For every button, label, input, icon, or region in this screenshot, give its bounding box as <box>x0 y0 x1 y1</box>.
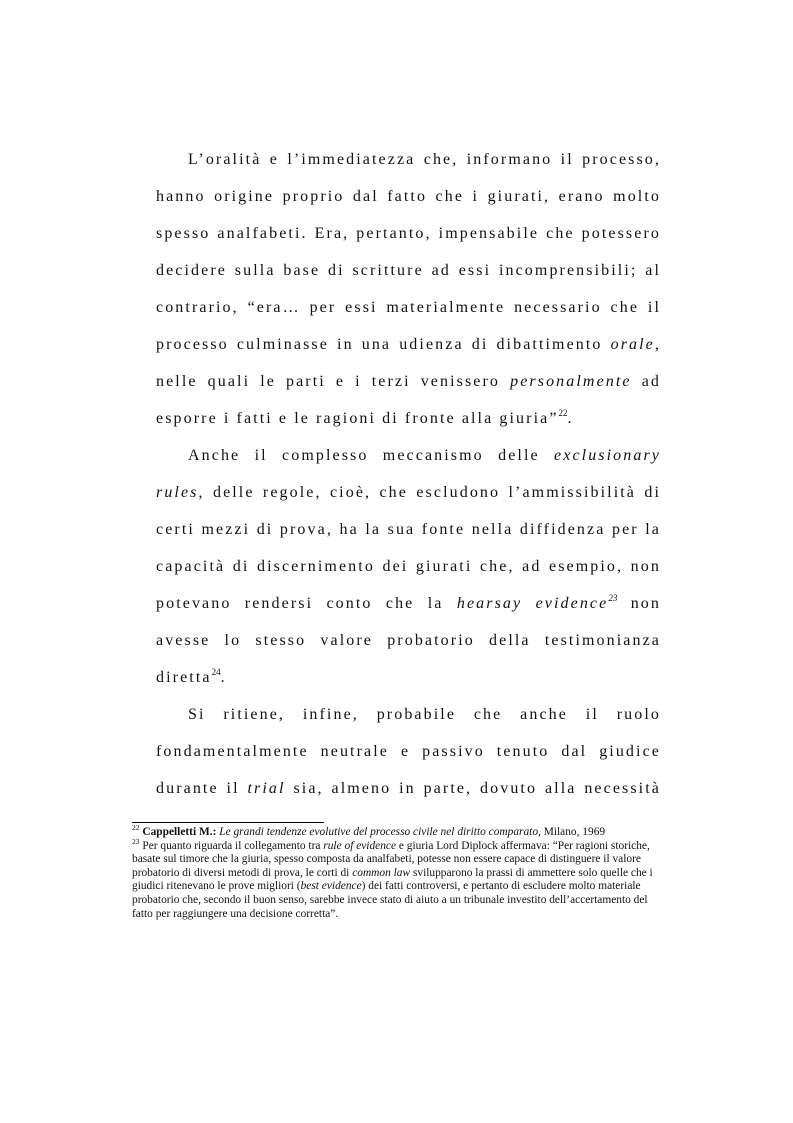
footnote-ref-24[interactable]: 24 <box>211 667 221 677</box>
body-text <box>156 141 661 807</box>
text-line: diretta$^{24}$. <box>156 667 227 686</box>
text-line: Si ritiene, infine, probabile che anche il ruolo <box>188 706 661 723</box>
footnotes <box>132 823 662 921</box>
text-line: spesso analfabeti. Era, pertanto, impensabile che potessero <box>156 225 661 242</box>
text-line: contrario, “era… per essi materialmente necessario che il <box>156 299 661 316</box>
footnote-ref-23[interactable]: 23 <box>608 593 618 603</box>
text-line: L’oralità e l’immediatezza che, informano il processo, <box>188 151 661 168</box>
footnote-ref-22[interactable]: 22 <box>558 408 568 418</box>
text-line: nelle quali le parti e i terzi venissero personalmente ad <box>156 373 661 390</box>
text-line: Anche il complesso meccanismo delle exclusionary <box>188 447 661 464</box>
text-line: processo culminasse in una udienza di dibattimento orale, <box>156 336 661 353</box>
footnote-23: $^{23}$ Per quanto riguarda il collegamento tra rule of evidence e giuria Lord Diplock affermava: “Per ragioni storiche, basate sul timore che la giuria, spesso composta da analfabeti, potesse non essere capace di distinguere il valore probatorio di diversi metodi di prova, le corti di common law svilupparono la prassi di ammettere solo quelle che i giudici ritenevano le prove migliori (best evidence) dei fatti controversi, e pertanto di escludere molto materiale probatorio che, secondo il buon senso, sarebbe invece stato di aiuto a un tribunale investito dell’accertamento del fatto per raggiungere una decisione corretta”. <box>132 836 653 920</box>
text-line: certi mezzi di prova, ha la sua fonte nella diffidenza per la <box>156 521 661 538</box>
text-line: potevano rendersi conto che la hearsay evidence$^{23}$ non <box>156 593 661 612</box>
text-line: decidere sulla base di scritture ad essi incomprensibili; al <box>156 262 661 279</box>
text-line: avesse lo stesso valore probatorio della testimonianza <box>156 632 661 649</box>
text-line: esporre i fatti e le ragioni di fronte alla giuria”$^{22}$. <box>156 408 574 427</box>
text-line: durante il trial sia, almeno in parte, dovuto alla necessità <box>156 780 661 797</box>
text-line: hanno origine proprio dal fatto che i giurati, erano molto <box>156 188 661 205</box>
footnote-22: $^{22}$ Cappelletti M.: Le grandi tendenze evolutive del processo civile nel diritto comparato, Milano, 1969 <box>132 823 606 838</box>
text-line: capacità di discernimento dei giurati che, ad esempio, non <box>156 558 661 575</box>
text-line: rules, delle regole, cioè, che escludono l’ammissibilità di <box>156 484 661 501</box>
footnote-separator <box>132 822 324 823</box>
text-line: fondamentalmente neutrale e passivo tenuto dal giudice <box>156 743 661 760</box>
